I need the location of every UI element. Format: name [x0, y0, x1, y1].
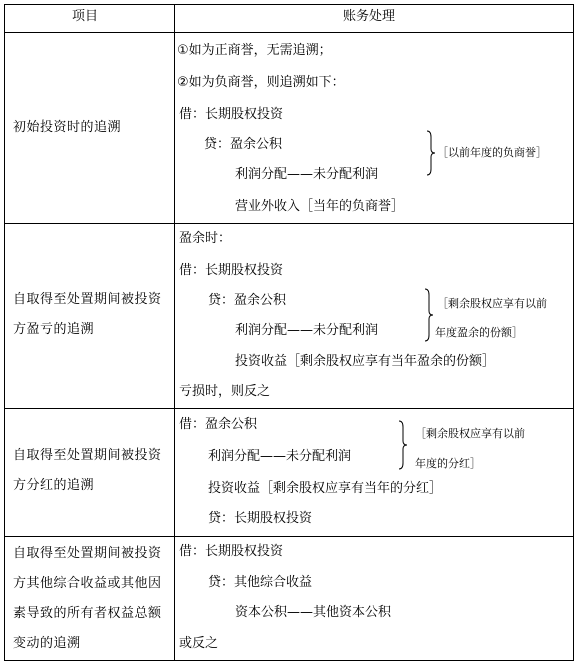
row2-note: ［剩余股权应享有以前: [437, 297, 547, 310]
column-divider: [174, 5, 175, 660]
row4-line: 贷：其他综合收益: [208, 575, 313, 590]
row-divider: [5, 223, 573, 224]
row1-line: 贷：盈余公积: [204, 137, 283, 152]
row1-note: ［以前年度的负商誉］: [437, 146, 547, 159]
row-divider: [5, 536, 573, 537]
row1-line: ①如为正商誉，无需追溯；: [177, 43, 332, 58]
header-item: 项目: [72, 9, 99, 24]
row2-line: 贷：盈余公积: [208, 293, 287, 308]
row3-item: 自取得至处置期间被投资方分红的追溯: [13, 448, 162, 493]
row2-line: 盈余时：: [179, 231, 232, 246]
row3-line: 投资收益［剩余股权应享有当年的分红］: [208, 481, 443, 496]
row-divider: [5, 408, 573, 409]
row1-line: 利润分配——未分配利润: [235, 167, 379, 182]
row1-line: ②如为负商誉，则追溯如下：: [177, 75, 345, 90]
row2-line: 利润分配——未分配利润: [235, 323, 379, 338]
accounting-table: [4, 4, 574, 661]
row1-item: 初始投资时的追溯: [13, 120, 122, 135]
header-treatment: 账务处理: [343, 9, 396, 24]
row2-item: 自取得至处置期间被投资方盈亏的追溯: [13, 292, 162, 337]
row3-line: 利润分配——未分配利润: [208, 449, 352, 464]
row4-line: 或反之: [179, 636, 219, 651]
row2-line: 亏损时，则反之: [179, 384, 271, 399]
row2-note: 年度盈余的份额］: [435, 326, 523, 339]
row1-line: 营业外收入［当年的负商誉］: [235, 199, 405, 214]
row3-note: 年度的分红］: [415, 457, 481, 470]
row1-line: 借：长期股权投资: [179, 107, 284, 122]
row2-line: 借：长期股权投资: [179, 263, 284, 278]
row4-line: 借：长期股权投资: [179, 544, 284, 559]
row4-line: 资本公积——其他资本公积: [235, 605, 392, 620]
brace-icon: [397, 419, 409, 471]
brace-icon: [423, 287, 435, 343]
row4-item: 自取得至处置期间被投资方其他综合收益或其他因素导致的所有者权益总额变动的追溯: [13, 546, 162, 651]
brace-icon: [425, 129, 437, 177]
row-divider: [5, 32, 573, 33]
row3-line: 贷：长期股权投资: [208, 511, 313, 526]
row3-line: 借：盈余公积: [179, 417, 258, 432]
row2-line: 投资收益［剩余股权应享有当年盈余的份额］: [235, 354, 496, 369]
row3-note: ［剩余股权应享有以前: [415, 427, 525, 440]
